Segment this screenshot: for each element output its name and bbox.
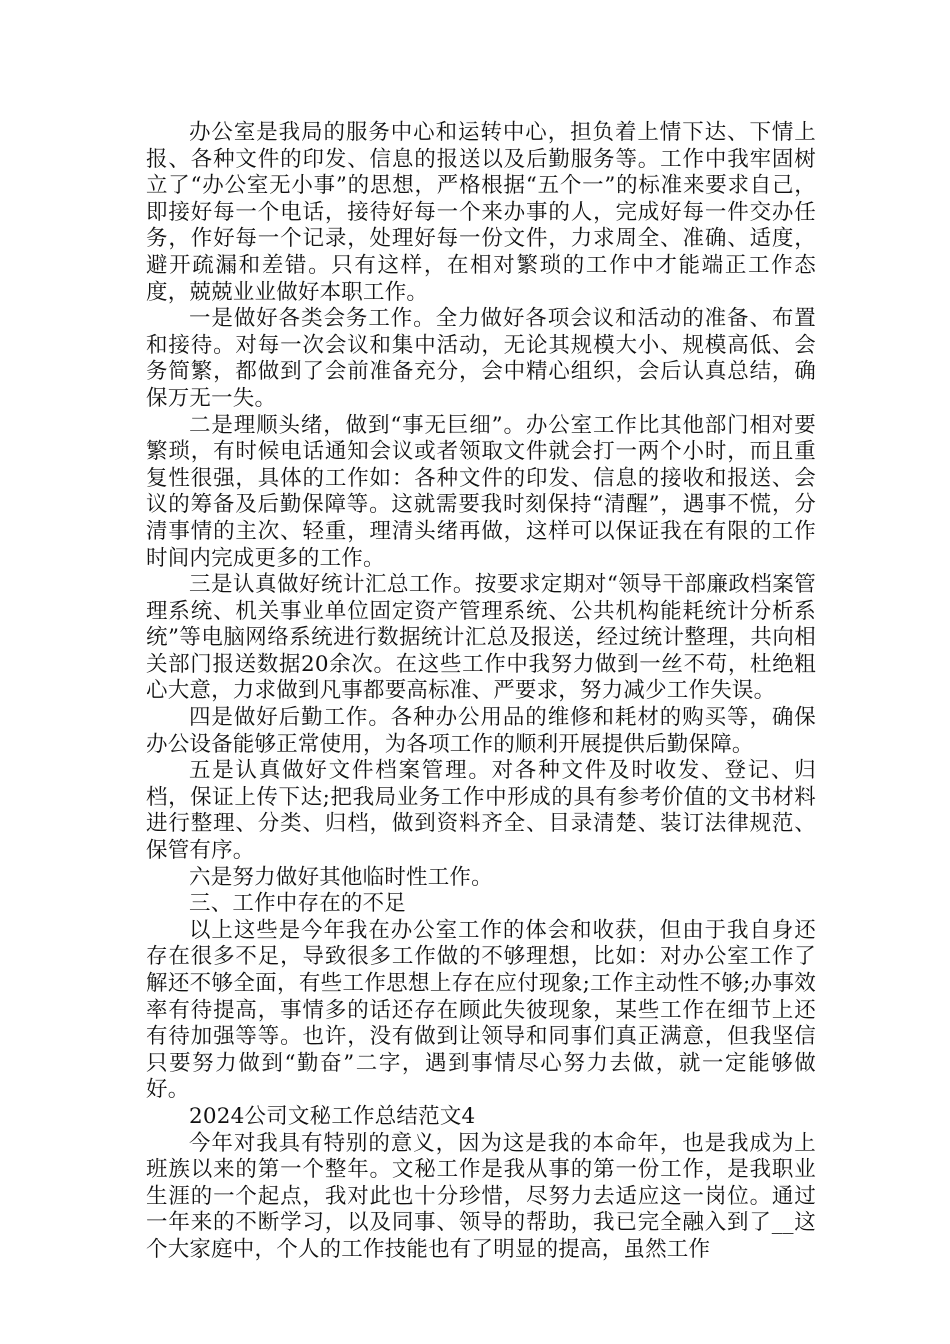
paragraph-office-role: 办公室是我局的服务中心和运转中心，担负着上情下达、下情上报、各种文件的印发、信息的报送以及后勤服务等。工作中我牢固树立了“办公室无小事”的思想，严格根据“五个一”的标准来要求自己，即接好每一个电话，接待好每一个来办事的人，完成好每一件交办任务，作好每一个记录，处理好每一份文件，力求周全、准确、适度，避开疏漏和差错。只有这样，在相对繁琐的工作中才能端正工作态度，兢兢业业做好本职工作。	[146, 120, 816, 305]
section-heading-shortcomings: 三、工作中存在的不足	[189, 891, 407, 917]
paragraph-logistics-work: 四是做好后勤工作。各种办公用品的维修和耗材的购买等，确保办公设备能够正常使用，为各项工作的顺利开展提供后勤保障。	[146, 705, 816, 757]
paragraph-shortcomings: 以上这些是今年我在办公室工作的体会和收获，但由于我自身还存在很多不足，导致很多工作做的不够理想，比如：对办公室工作了解还不够全面，有些工作思想上存在应付现象;工作主动性不够;办事效率有待提高，事情多的话还存在顾此失彼现象，某些工作在细节上还有待加强等等。也许，没有做到让领导和同事们真正满意，但我坚信只要努力做到“勤奋”二字，遇到事情尽心努力去做，就一定能够做好。	[146, 917, 816, 1103]
document-body	[146, 120, 816, 1264]
paragraph-sample-4-intro: 今年对我具有特别的意义，因为这是我的本命年，也是我成为上班族以来的第一个整年。文秘工作是我从事的第一份工作，是我职业生涯的一个起点，我对此也十分珍惜，尽努力去适应这一岗位。通过一年来的不断学习，以及同事、领导的帮助，我已完全融入到了__这个大家庭中，个人的工作技能也有了明显的提高，虽然工作	[146, 1130, 816, 1262]
paragraph-statistics-work: 三是认真做好统计汇总工作。按要求定期对“领导干部廉政档案管理系统、机关事业单位固定资产管理系统、公共机构能耗统计分析系统”等电脑网络系统进行数据统计汇总及报送，经过统计整理，共向相关部门报送数据20余次。在这些工作中我努力做到一丝不苟，杜绝粗心大意，力求做到凡事都要高标准、严要求，努力减少工作失误。	[146, 572, 816, 704]
paragraph-organize-work: 二是理顺头绪，做到“事无巨细”。办公室工作比其他部门相对要繁琐，有时候电话通知会议或者领取文件就会打一两个小时，而且重复性很强，具体的工作如：各种文件的印发、信息的接收和报送、会议的筹备及后勤保障等。这就需要我时刻保持“清醒”，遇事不慌，分清事情的主次、轻重，理清头绪再做，这样可以保证我在有限的工作时间内完成更多的工作。	[146, 412, 816, 571]
paragraph-temporary-work: 六是努力做好其他临时性工作。	[189, 864, 493, 890]
paragraph-archive-work: 五是认真做好文件档案管理。对各种文件及时收发、登记、归档，保证上传下达;把我局业务工作中形成的具有参考价值的文书材料进行整理、分类、归档，做到资料齐全、目录清楚、装订法律规范、保管有序。	[146, 758, 816, 864]
paragraph-meeting-work: 一是做好各类会务工作。全力做好各项会议和活动的准备、布置和接待。对每一次会议和集中活动，无论其规模大小、规模高低、会务简繁，都做到了会前准备充分，会中精心组织，会后认真总结，确保万无一失。	[146, 306, 816, 411]
section-heading-sample-4: 2024公司文秘工作总结范文4	[189, 1103, 476, 1129]
